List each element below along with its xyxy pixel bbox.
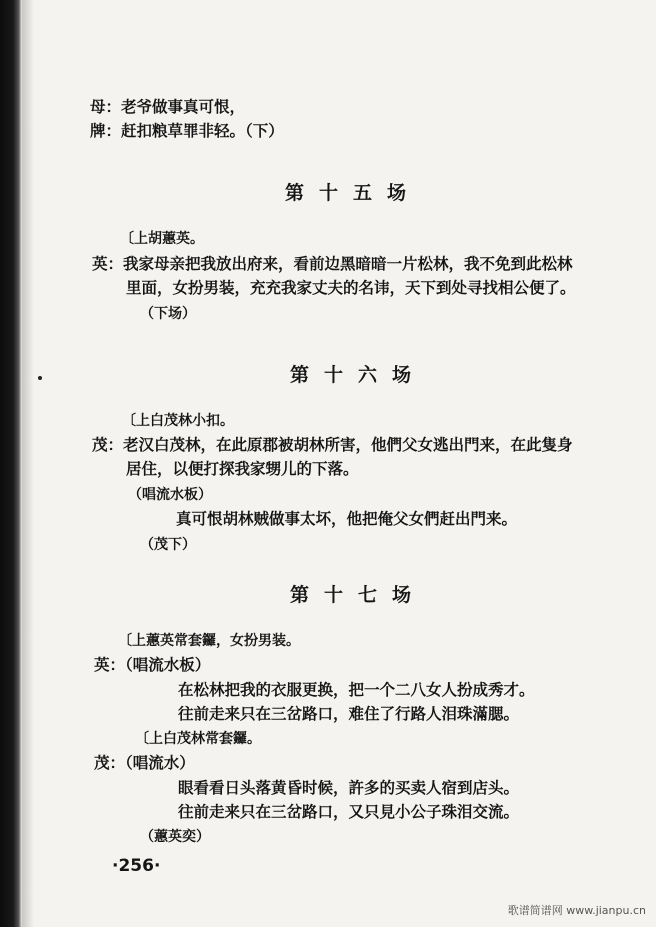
sung-line: 眼看看日头落黄昏时候，許多的买卖人宿到店头。 [178,778,520,797]
stage-direction: 〔上白茂林常套鑼。 [135,731,261,747]
scan-edge-shadow [22,0,34,927]
sung-line: 往前走来只在三岔路口，难住了行路人泪珠滿腮。 [178,704,520,723]
sung-line: 往前走来只在三岔路口，又只見小公子珠泪交流。 [178,802,520,821]
stage-direction: （唱流水板） [128,487,212,503]
sung-line: 真可恨胡林贼做事太坏，他把俺父女們赶出門来。 [176,509,518,528]
script-line-continued: 里面，女扮男装，充充我家丈夫的名讳，天下到处寻找相公便了。 [126,278,576,297]
script-line: 牌：赶扣粮草罪非轻。（下） [90,121,284,140]
script-line: 母：老爷做事真可恨， [90,97,246,116]
stage-direction: 〔上白茂林小扣。 [122,413,234,429]
scan-speck [38,376,42,380]
sung-line: 在松林把我的衣服更换，把一个二八女人扮成秀才。 [178,680,535,699]
page-number: ·256· [112,856,161,876]
script-line: 英：（唱流水板） [94,655,211,674]
stage-direction: （下场） [140,306,196,322]
script-line: 英：我家母亲把我放出府来，看前边黑暗暗一片松林，我不免到此松林 [92,254,573,273]
script-line: 茂：老汉白茂林，在此原郡被胡林所害，他們父女逃出門来，在此隻身 [92,435,573,454]
scan-left-edge [0,0,22,927]
stage-direction: 〔上胡蕙英。 [120,231,204,247]
stage-direction: （蕙英奕） [140,829,210,845]
scene-heading: 第十五场 [285,182,422,204]
scene-heading: 第十六场 [290,364,427,386]
stage-direction: （茂下） [140,537,196,553]
stage-direction: 〔上蕙英常套鑼，女扮男装。 [118,633,300,649]
script-line: 茂：（唱流水） [94,753,195,772]
script-line-continued: 居住，以便打探我家甥儿的下落。 [126,459,359,478]
scene-heading: 第十七场 [290,584,427,606]
watermark: 歌谱简谱网 www.jianpu.cn [507,904,646,917]
